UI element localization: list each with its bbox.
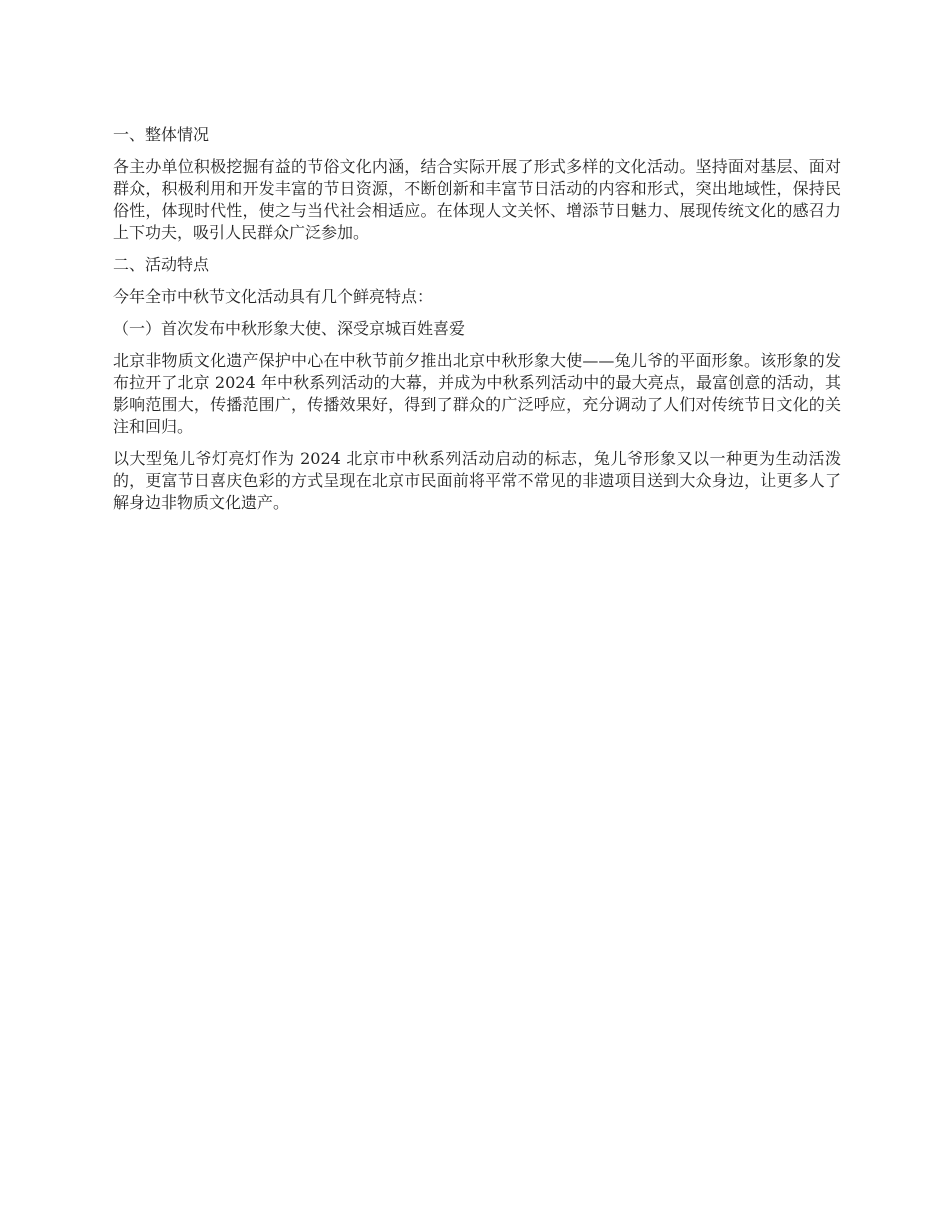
section-heading-features: 二、活动特点 [113, 255, 210, 274]
subsection-heading-ambassador: （一）首次发布中秋形象大使、深受京城百姓喜爱 [113, 319, 466, 338]
paragraph-features-intro: 今年全市中秋节文化活动具有几个鲜亮特点： [113, 287, 434, 306]
paragraph-overall: 各主办单位积极挖掘有益的节俗文化内涵，结合实际开展了形式多样的文化活动。坚持面对基层、面对群众，积极利用和开发丰富的节日资源，不断创新和丰富节日活动的内容和形式，突出地域性，保持民俗性，体现时代性，使之与当代社会相适应。在体现人文关怀、增添节日魅力、展现传统文化的感召力上下功夫，吸引人民群众广泛参加。 [113, 157, 841, 242]
section-heading-overall: 一、整体情况 [113, 125, 210, 144]
document-page [113, 124, 841, 524]
paragraph-ambassador-2: 以大型兔儿爷灯亮灯作为 2024 北京市中秋系列活动启动的标志，兔儿爷形象又以一种更为生动活泼的，更富节日喜庆色彩的方式呈现在北京市民面前将平常不常见的非遗项目送到大众身边，让更多人了解身边非物质文化遗产。 [113, 449, 841, 512]
paragraph-ambassador-1: 北京非物质文化遗产保护中心在中秋节前夕推出北京中秋形象大使——兔儿爷的平面形象。该形象的发布拉开了北京 2024 年中秋系列活动的大幕，并成为中秋系列活动中的最大亮点，最富创意的活动，其影响范围大，传播范围广，传播效果好，得到了群众的广泛呼应，充分调动了人们对传统节日文化的关注和回归。 [113, 351, 841, 436]
